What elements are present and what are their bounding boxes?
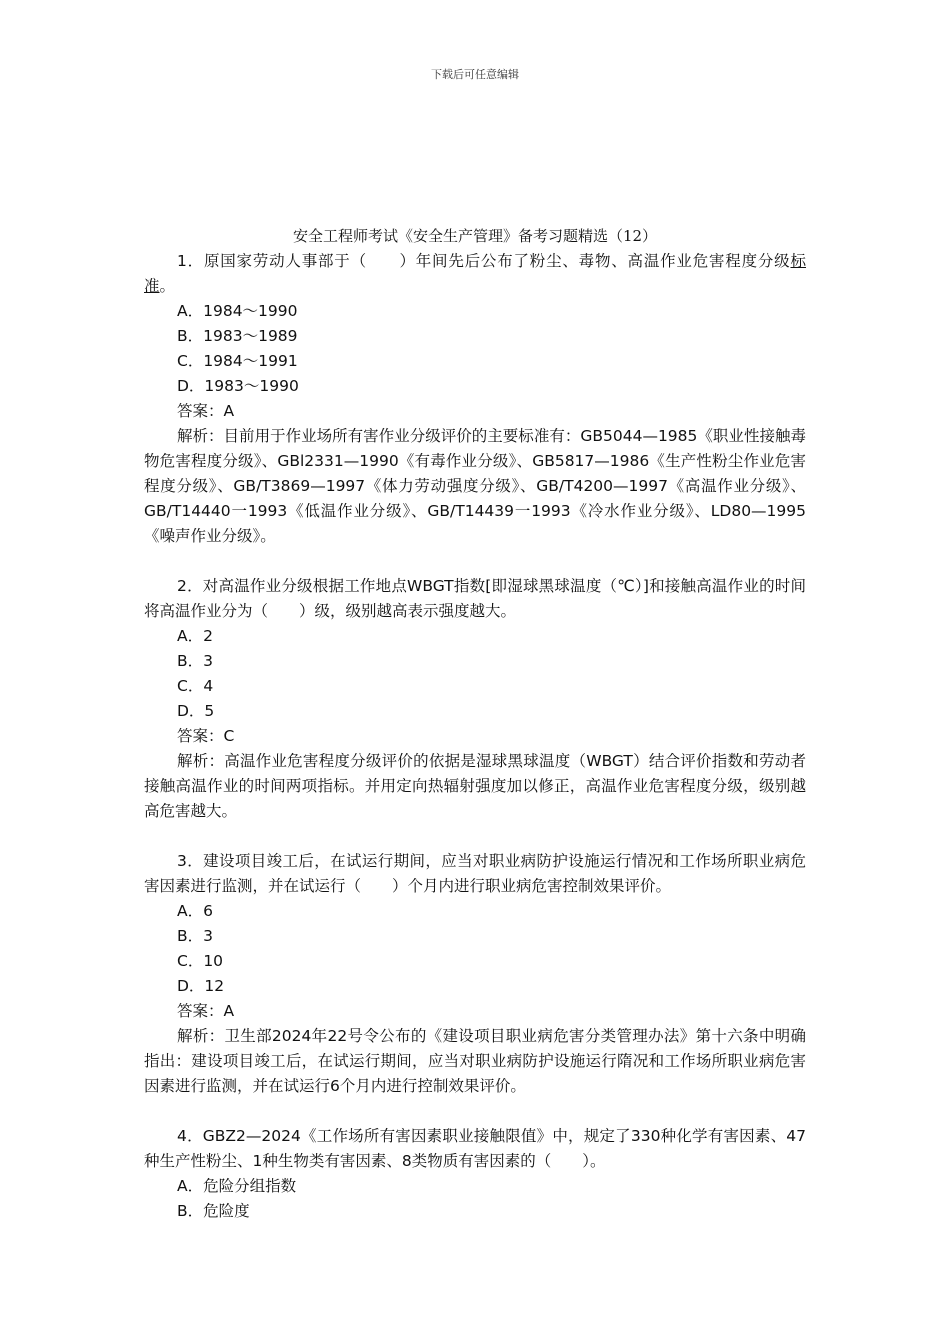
question-stem-text: 1．原国家劳动人事部于（ ）年间先后公布了粉尘、毒物、高温作业危害程度分级 — [177, 252, 791, 270]
option-a: A．6 — [177, 902, 213, 920]
option-b: B．3 — [177, 652, 213, 670]
document-title: 安全工程师考试《安全生产管理》备考习题精选（12） — [292, 227, 658, 245]
option-c: C．1984～1991 — [177, 352, 298, 370]
question-stem — [144, 249, 806, 299]
question-stem: 3．建设项目竣工后，在试运行期间，应当对职业病防护设施运行情况和工作场所职业病危害因素进行监测，并在试运行（ ）个月内进行职业病危害控制效果评价。 — [144, 852, 806, 895]
question-2 — [144, 574, 806, 824]
option-c: C．4 — [177, 677, 214, 695]
option-a: A．危险分组指数 — [177, 1177, 297, 1195]
page-header — [0, 66, 950, 82]
question-stem-end: 。 — [159, 277, 176, 295]
question-4 — [144, 1124, 806, 1224]
answer: 答案：C — [177, 727, 235, 745]
question-1 — [144, 249, 806, 549]
answer: 答案：A — [177, 402, 235, 420]
option-b: B．1983～1989 — [177, 327, 298, 345]
option-b: B．3 — [177, 927, 213, 945]
question-stem: 2．对高温作业分级根据工作地点WBGT指数[即湿球黑球温度（℃）]和接触高温作业的时间将高温作业分为（ ）级，级别越高表示强度越大。 — [144, 577, 806, 620]
option-a: A．2 — [177, 627, 213, 645]
option-d: D．5 — [177, 702, 215, 720]
option-c: C．10 — [177, 952, 224, 970]
analysis: 解析：高温作业危害程度分级评价的依据是湿球黑球温度（WBGT）结合评价指数和劳动者接触高温作业的时间两项指标。并用定向热辐射强度加以修正，高温作业危害程度分级，级别越高危害越大。 — [144, 752, 806, 820]
question-stem: 4．GBZ2—2024《工作场所有害因素职业接触限值》中，规定了330种化学有害因素、47种生产性粉尘、1种生物类有害因素、8类物质有害因素的（ ）。 — [144, 1127, 806, 1170]
option-b: B．危险度 — [177, 1202, 250, 1220]
analysis: 解析：卫生部2024年22号令公布的《建设项目职业病危害分类管理办法》第十六条中明确指出：建设项目竣工后，在试运行期间，应当对职业病防护设施运行隋况和工作场所职业病危害因素进行监测，并在试运行6个月内进行控制效果评价。 — [144, 1027, 806, 1095]
option-d: D．12 — [177, 977, 225, 995]
option-a: A．1984～1990 — [177, 302, 298, 320]
underlined-term: 标准 — [144, 252, 806, 295]
document-body — [144, 224, 806, 1224]
question-3 — [144, 849, 806, 1099]
answer: 答案：A — [177, 1002, 235, 1020]
analysis: 解析：目前用于作业场所有害作业分级评价的主要标准有：GB5044—1985《职业性接触毒物危害程度分级》、GBl2331—1990《有毒作业分级》、GB5817—1986《生产性粉尘作业危害程度分级》、GB/T3869—1997《体力劳动强度分级》、GB/T4200—1997《高温作业分级》、GB/T14440一1993《低温作业分级》、GB/T14439一1993《冷水作业分级》、LD80—1995《噪声作业分级》。 — [144, 427, 806, 545]
header-text: 下载后可任意编辑 — [431, 68, 519, 81]
option-d: D．1983～1990 — [177, 377, 299, 395]
